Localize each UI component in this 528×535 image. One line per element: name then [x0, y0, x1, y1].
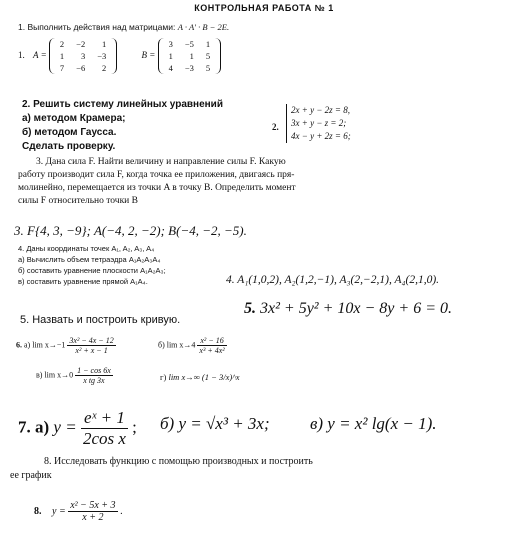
task3-line: 3. Дана сила F. Найти величину и направление силы F. Какую — [36, 157, 286, 167]
system-equation: 2x + y − 2z = 8, — [291, 105, 350, 115]
numerator: x² − 5x + 3 — [70, 500, 116, 511]
task6-row1 — [16, 336, 116, 355]
matrix-cell: 1 — [189, 51, 194, 61]
matrix-cell: 5 — [205, 63, 211, 73]
numerator: 1 − cos 6x — [77, 366, 111, 375]
task4-line: 4. Даны координаты точек A₁, A₂, A₃, A₄ — [18, 244, 155, 253]
matrix-cell: 2 — [59, 39, 65, 49]
task1-number: 1. — [18, 50, 25, 61]
task4-line: б) составить уравнение плоскости A₁A₂A₃; — [18, 266, 166, 275]
system-equation: 4x − y + 2z = 6; — [291, 131, 351, 141]
task6-a-label: а) — [24, 340, 31, 350]
matrix-cell: 1 — [168, 51, 173, 61]
task2-line: Сделать проверку. — [22, 141, 116, 152]
matrix-b — [158, 38, 222, 74]
task6-c-label: в) — [36, 370, 43, 380]
task1-expression: A · A' · B − 2E. — [177, 22, 230, 32]
matrix-cell: −6 — [76, 63, 86, 73]
task6-c — [36, 366, 113, 385]
matrix-cell: 4 — [168, 63, 173, 73]
matrix-cell: 1 — [59, 51, 65, 61]
limit-operator: lim x→0 — [44, 370, 74, 380]
task2-number: 2. — [272, 122, 279, 132]
matrix-cell: 7 — [59, 63, 65, 73]
task8-function: 8. y = $\frac{\text{x² − 5x + 3}}{x + 2}$ . — [34, 500, 123, 523]
matrix-cell: 1 — [102, 39, 107, 49]
matrix-a-label: A = — [33, 50, 47, 61]
matrix-cell: 2 — [102, 63, 107, 73]
fraction — [81, 408, 128, 449]
task1-text — [18, 22, 229, 32]
matrix-cell: −3 — [97, 51, 107, 61]
matrix-cell: 3 — [80, 51, 86, 61]
task2-line: а) методом Крамера; — [22, 113, 126, 124]
task7-a: 7. а) y = $\frac{\text{eˣ + 1}}{\text{2cos x}}$ ; — [18, 408, 137, 448]
matrix-b-label: B = — [141, 50, 156, 61]
task3-line: молинейно, перемещается из точки A в точку B. Определить момент — [18, 183, 296, 193]
task2-text — [22, 98, 223, 154]
page-title: КОНТРОЛЬНАЯ РАБОТА № 1 — [194, 3, 334, 13]
matrix-cell: −5 — [184, 39, 194, 49]
task1-instruction: 1. Выполнить действия над матрицами: — [18, 22, 176, 32]
matrix-a — [49, 38, 117, 74]
denominator: x² + x − 1 — [75, 346, 108, 355]
fraction — [75, 366, 113, 385]
matrix-cell: 1 — [205, 39, 211, 49]
task1-matrices — [18, 38, 221, 74]
task8-line: 8. Исследовать функцию с помощью производных и построить — [44, 456, 313, 467]
task3-text — [18, 156, 296, 208]
task7-c: в) y = x² lg(x − 1). — [310, 414, 437, 433]
limit-operator: lim x→4 — [166, 340, 196, 350]
fraction — [197, 336, 226, 355]
task3-line: работу производит сила F, когда точка ее приложения, двигаясь пря- — [18, 170, 295, 180]
task8-line: ее график — [10, 470, 52, 481]
denominator: 2cos x — [82, 429, 126, 448]
task6-d-expression: lim x→∞ (1 − 3/x)^x — [168, 372, 240, 382]
numerator: eˣ + 1 — [81, 408, 128, 429]
denominator: x³ + 4x² — [199, 346, 225, 355]
task5-number: 5. — [244, 300, 256, 317]
task3-data: 3. F{4, 3, −9}; A(−4, 2, −2); B(−4, −2, −5). — [14, 223, 247, 238]
matrix-cell: −2 — [76, 39, 86, 49]
linear-system — [286, 104, 351, 143]
task3-line: силы F относительно точки B — [18, 196, 138, 206]
fraction — [67, 336, 115, 355]
task6-b-label: б) — [158, 340, 165, 350]
task4-data: 4. A₁(1,0,2), A₂(1,2,−1), A₃(2,−2,1), A₄(2,1,0). — [226, 274, 440, 286]
denominator: x tg 3x — [83, 376, 105, 385]
task8-text — [10, 455, 313, 483]
numerator: x² − 16 — [197, 336, 226, 346]
task6-number: 6. — [16, 340, 22, 350]
matrix-cell: 5 — [205, 51, 211, 61]
limit-operator: lim x→−1 — [32, 340, 66, 350]
task5-equation — [244, 300, 452, 318]
task6-d-label: г) — [160, 372, 167, 382]
matrix-cell: 3 — [168, 39, 173, 49]
task7-number: 7. а) — [18, 417, 50, 437]
task4-line: а) Вычислить объем тетраэдра A₁A₂A₃A₄ — [18, 255, 161, 264]
matrix-cell: −3 — [184, 63, 194, 73]
task7-a-y: y = — [53, 417, 77, 437]
task6-b — [158, 336, 227, 355]
system-equation: 3x + y − z = 2; — [291, 118, 347, 128]
task2-line: б) методом Гаусса. — [22, 127, 117, 138]
task5-expression: 3x² + 5y² + 10x − 8y + 6 = 0. — [260, 300, 452, 317]
task6-d — [160, 372, 240, 382]
task4-text — [18, 243, 166, 287]
task8-number: 8. — [34, 505, 42, 517]
denominator: x + 2 — [82, 512, 104, 523]
task2-line: 2. Решить систему линейных уравнений — [22, 99, 223, 110]
task8-y: y = — [52, 505, 66, 517]
task5-text: 5. Назвать и построить кривую. — [20, 314, 181, 326]
fraction — [68, 500, 117, 523]
task7-b: б) y = √x³ + 3x; — [160, 414, 270, 433]
task4-line: в) составить уравнение прямой A₁A₄. — [18, 277, 148, 286]
numerator: 3x² − 4x − 12 — [69, 336, 114, 345]
